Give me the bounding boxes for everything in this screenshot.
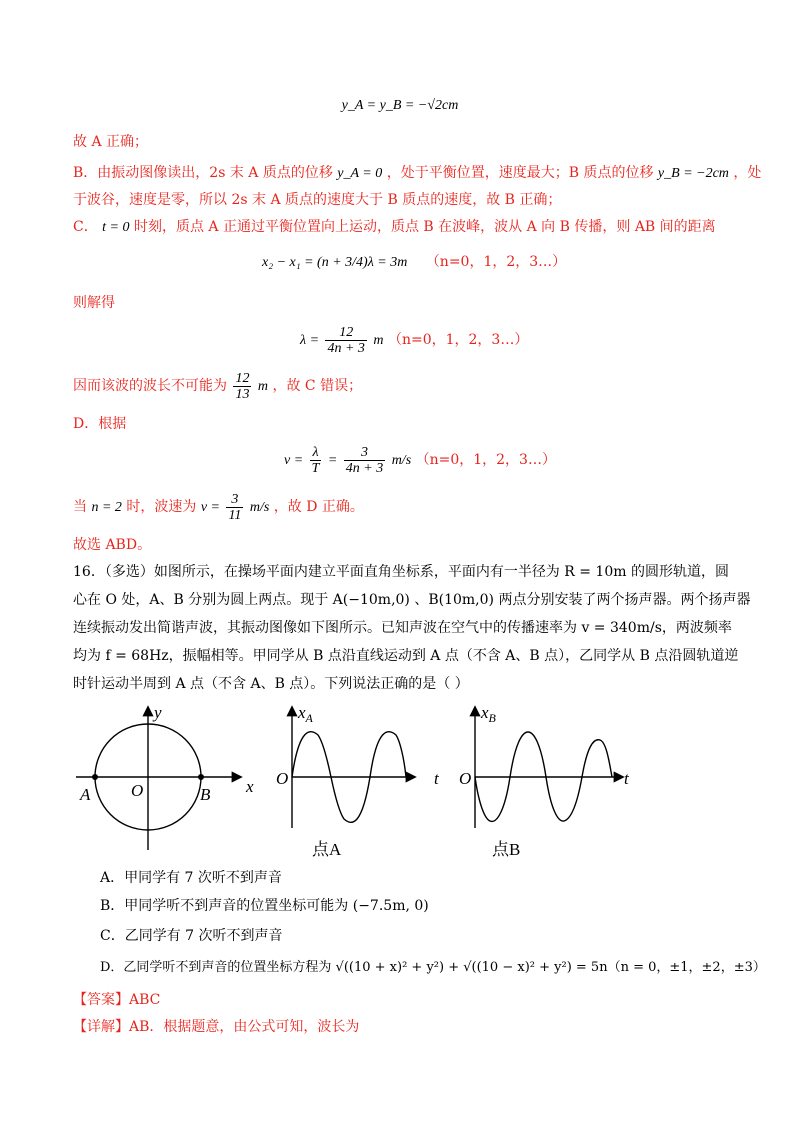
formula-distance: x₂ − x₁ = (n + 3/4)λ = 3m [262,255,408,270]
text-segment: ，处于平衡位置，速度最大；B 质点的位移 [386,165,654,181]
detail-line [73,1017,359,1037]
fraction-denominator: 13 [235,386,250,402]
label-o: O [459,769,472,788]
fraction-numerator: 3 [226,492,243,508]
formula-n2: n = 2 [91,500,122,515]
equation-wavelength [300,322,528,359]
text-segment: ，故 C 错误； [272,378,363,394]
selected-answer: 故选 ABD。 [73,537,152,553]
unit-m: m [373,333,384,348]
fraction-numerator: 3 [344,445,385,461]
label-x-main: x [298,703,306,722]
unit-ms: m/s [391,453,412,468]
text-segment: 时，波速为 [126,499,197,515]
option-d: D．乙同学听不到声音的位置坐标方程为 √((10 + x)² + y²) + √((10 − x)² + y²) = 5n（n = 0，±1，±2，±3） [100,960,766,975]
equation-distance [262,252,566,273]
answer-line [73,990,160,1010]
option-b: B．甲同学听不到声音的位置坐标可能为 (−7.5m, 0) [100,898,429,914]
explanation-c-line [73,217,716,238]
label-x-sub: B [488,711,496,725]
formula-yb: y_B = −2cm [657,166,729,181]
caption-point-a: 点A [312,840,342,859]
formula-lambda-lhs: λ = [300,333,320,348]
label-xb [480,703,497,725]
condition-n: （n=0，1，2，3…） [425,254,567,270]
fraction-denominator: 4n + 3 [345,460,384,476]
equation-velocity [284,442,556,479]
label-x: x [246,777,254,796]
statement-c-wrong [73,368,362,405]
text-segment: 当 [73,499,87,515]
wave-diagram-b [459,703,630,859]
label-t: t [624,769,629,788]
text-segment: ，处 [733,165,762,181]
fraction-denominator: T [311,460,320,476]
figure-circle-and-waves [0,700,800,880]
fraction-numerator: λ [310,445,322,461]
unit-ms: m/s [249,500,270,515]
label-y: y [154,703,162,722]
formula-t0: t = 0 [102,220,130,235]
text-segment: ，故 D 正确。 [273,499,364,515]
answer-label: 【答案】 [73,992,129,1008]
label-x-main: x [481,703,489,722]
label-o: O [131,781,144,800]
statement-d-correct [73,489,364,526]
fraction-lambda-t [310,445,322,476]
condition-n: （n=0，1，2，3…） [387,332,529,348]
question-16-line3: 连续振动发出简谐声波，其振动图像如下图所示。已知声波在空气中的传播速率为 v = 340m/s，两波频率 [73,620,732,636]
explanation-b-line2: 于波谷，速度是零，所以 2s 末 A 质点的速度大于 B 质点的速度，故 B 正确； [73,192,562,208]
equals-sign: = [327,453,338,468]
text-segment: 时刻，质点 A 正通过平衡位置向上运动，质点 B 在波峰，波从 A 向 B 传播，则 AB 间的距离 [133,219,716,235]
detail-text: AB．根据题意，由公式可知，波长为 [129,1019,360,1035]
formula-v-lhs: v = [284,453,304,468]
condition-n: （n=0，1，2，3…） [415,452,556,468]
label-t: t [434,769,439,788]
option-a: A．甲同学有 7 次听不到声音 [100,870,282,886]
fraction-wavelength [325,325,366,356]
fraction-numerator: 12 [325,325,366,341]
text-segment: 因而该波的波长不可能为 [73,378,227,394]
unit-m: m [257,379,269,394]
text-segment: C． [73,219,98,235]
question-16-line2: 心在 O 处，A、B 分别为圆上两点。现于 A(−10m,0) 、B(10m,0) 两点分别安装了两个扬声器。两个扬声器 [73,592,751,608]
equation-displacement: y_A = y_B = −√2cm [341,98,459,113]
text-segment: B．由振动图像读出，2s 末 A 质点的位移 [73,165,333,181]
fraction-12-13 [233,371,251,402]
fraction-3-11 [226,492,243,523]
formula-ya: y_A = 0 [337,166,383,181]
explanation-d-label: D．根据 [73,416,127,432]
question-16-line1: 16．（多选）如图所示，在操场平面内建立平面直角坐标系，平面内有一半径为 R = 10m 的圆形轨道，圆 [73,564,729,580]
option-c: C．乙同学有 7 次听不到声音 [100,928,283,944]
fraction-velocity [344,445,385,476]
caption-point-b: 点B [492,840,521,859]
statement-a-correct: 故 A 正确； [73,134,149,150]
fraction-denominator: 11 [228,507,242,523]
answer-value: ABC [129,992,161,1008]
label-o: O [276,769,289,788]
formula-v: v = [200,500,220,515]
fraction-denominator: 4n + 3 [327,340,365,356]
point-a-dot [92,774,98,780]
explanation-b-line1 [73,163,761,184]
label-xa [297,703,314,725]
label-x-sub: A [305,711,313,725]
detail-label: 【详解】 [73,1019,129,1035]
label-b: B [200,785,211,804]
label-a: A [80,785,91,804]
fraction-numerator: 12 [235,370,250,386]
question-16-line5: 时针运动半周到 A 点（不含 A、B 点）。下列说法正确的是（ ） [73,676,469,692]
solve-label: 则解得 [73,295,115,311]
point-b-dot [198,774,204,780]
question-16-line4: 均为 f = 68Hz，振幅相等。甲同学从 B 点沿直线运动到 A 点（不含 A、B 点），乙同学从 B 点沿圆轨道逆 [73,648,739,664]
circle-diagram [76,703,254,850]
wave-diagram-a [276,703,440,859]
